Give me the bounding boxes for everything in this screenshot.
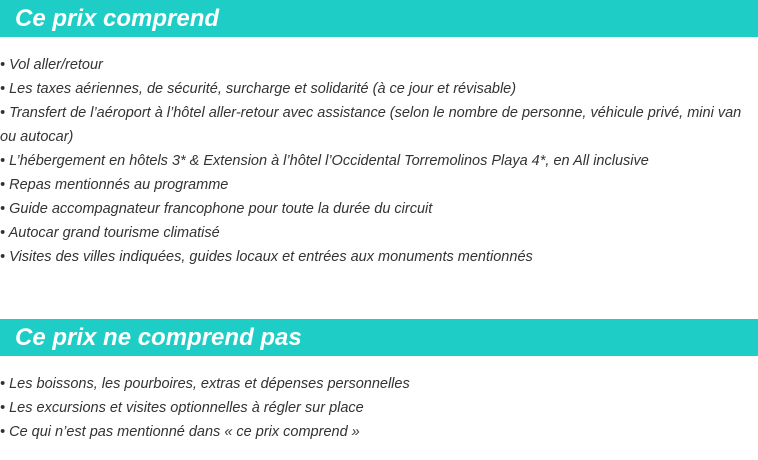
list-item [0,77,756,101]
list-item-text: Les excursions et visites optionnelles à régler sur place [9,400,364,416]
list-item-text: Vol aller/retour [9,57,103,73]
bullet-icon: • [0,81,6,97]
list-item-text: Guide accompagnateur francophone pour toute la durée du circuit [9,201,433,217]
list-item [0,221,756,245]
bullet-icon: • [0,249,6,265]
bullet-icon: • [0,153,6,169]
list-item [0,372,756,396]
bullet-icon: • [0,177,6,193]
list-item [0,197,756,221]
list-item [0,101,756,149]
bullet-icon: • [0,400,6,416]
list-item [0,149,756,173]
list-item [0,396,756,420]
list-item [0,173,756,197]
bullet-icon: • [0,57,6,73]
list-item-text: Ce qui n’est pas mentionné dans « ce prix comprend » [9,424,360,440]
bullet-icon: • [0,201,6,217]
list-item-text: L’hébergement en hôtels 3* & Extension à l’hôtel l’Occidental Torremolinos Playa 4*, en All inclusive [9,153,649,169]
list-item-text: Autocar grand tourisme climatisé [8,225,220,241]
bullet-icon: • [0,105,6,121]
bullet-icon: • [0,424,6,440]
list-item [0,53,756,77]
bullet-icon: • [0,225,6,241]
list-item-text: Les taxes aériennes, de sécurité, surcharge et solidarité (à ce jour et révisable) [9,81,517,97]
excludes-section-title: Ce prix ne comprend pas [0,319,758,356]
list-item-text: Repas mentionnés au programme [9,177,229,193]
includes-section-title: Ce prix comprend [0,0,758,37]
list-item-text: Les boissons, les pourboires, extras et dépenses personnelles [9,376,410,392]
list-item [0,245,756,269]
list-item-text: Transfert de l’aéroport à l’hôtel aller-retour avec assistance (selon le nombre de personne, véhicule privé, mini van ou autocar) [0,105,742,145]
excludes-list [0,372,756,444]
list-item [0,420,756,444]
bullet-icon: • [0,376,6,392]
list-item-text: Visites des villes indiquées, guides locaux et entrées aux monuments mentionnés [9,249,533,265]
includes-list [0,53,756,269]
